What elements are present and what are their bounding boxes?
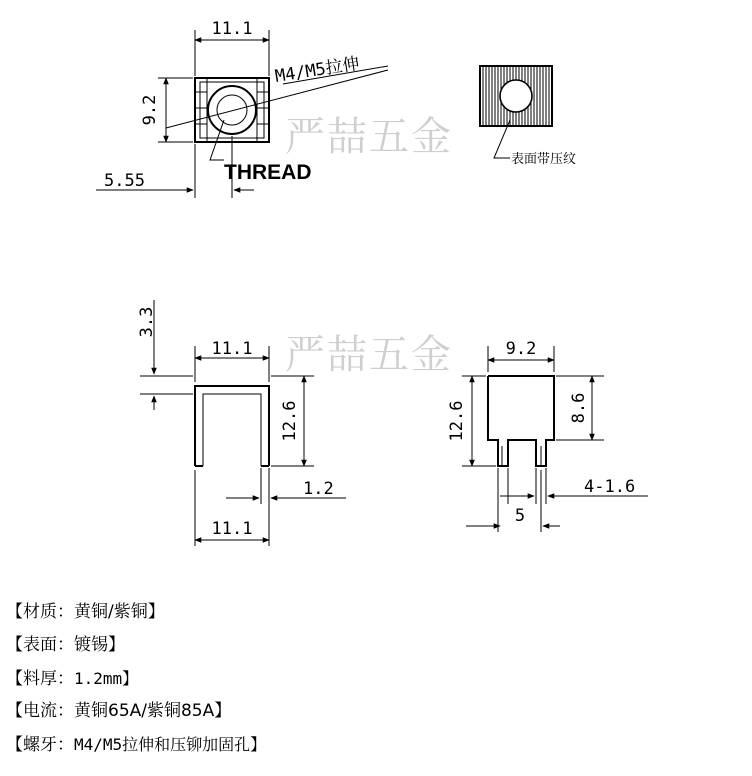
front-height-dimension: 12.6 [280,400,300,442]
top-height-dimension: 9.2 [140,94,160,126]
side-width-dimension: 9.2 [505,339,537,359]
pin-spacing-dimension: 5 [514,506,526,526]
front-thickness-dimension: 1.2 [303,479,334,499]
knurl-hole [500,80,532,112]
top-width-dimension: 11.1 [211,19,253,39]
thread-hole-outer [208,86,256,134]
top-view-inner-outline [200,82,264,138]
spec-surface: 【表面：镀锡】 [6,635,125,655]
thread-label: THREAD [224,161,312,184]
side-view-outline [488,376,554,466]
front-view-outline [195,386,269,466]
front-bottom-width-dimension: 11.1 [211,519,253,539]
spec-current: 【电流：黄铜65A/紫铜85A】 [6,701,232,721]
thread-hole-inner [217,95,247,125]
watermark-top: 严喆五金 [285,114,453,160]
watermark-middle: 严喆五金 [285,332,453,378]
knurl-view [480,66,576,167]
spec-thread: 【螺牙：M4/M5拉伸和压铆加固孔】 [6,735,267,755]
front-top-height-dimension: 3.3 [137,306,157,338]
spec-material: 【材质：黄铜/紫铜】 [6,602,165,622]
side-view [447,339,648,532]
spec-thickness: 【料厚：1.2mm】 [6,669,139,689]
offset-dimension: 5.55 [104,171,145,191]
pin-dimension: 4-1.6 [584,477,636,497]
top-view-outline [195,78,269,142]
knurl-note: 表面带压纹 [511,152,577,167]
side-height-dimension: 12.6 [447,400,467,442]
thread-callout: M4/M5拉伸 [273,53,361,87]
spec-list [6,596,266,761]
front-top-width-dimension: 11.1 [211,339,253,359]
side-body-height-dimension: 8.6 [569,392,589,424]
top-view [96,19,388,198]
